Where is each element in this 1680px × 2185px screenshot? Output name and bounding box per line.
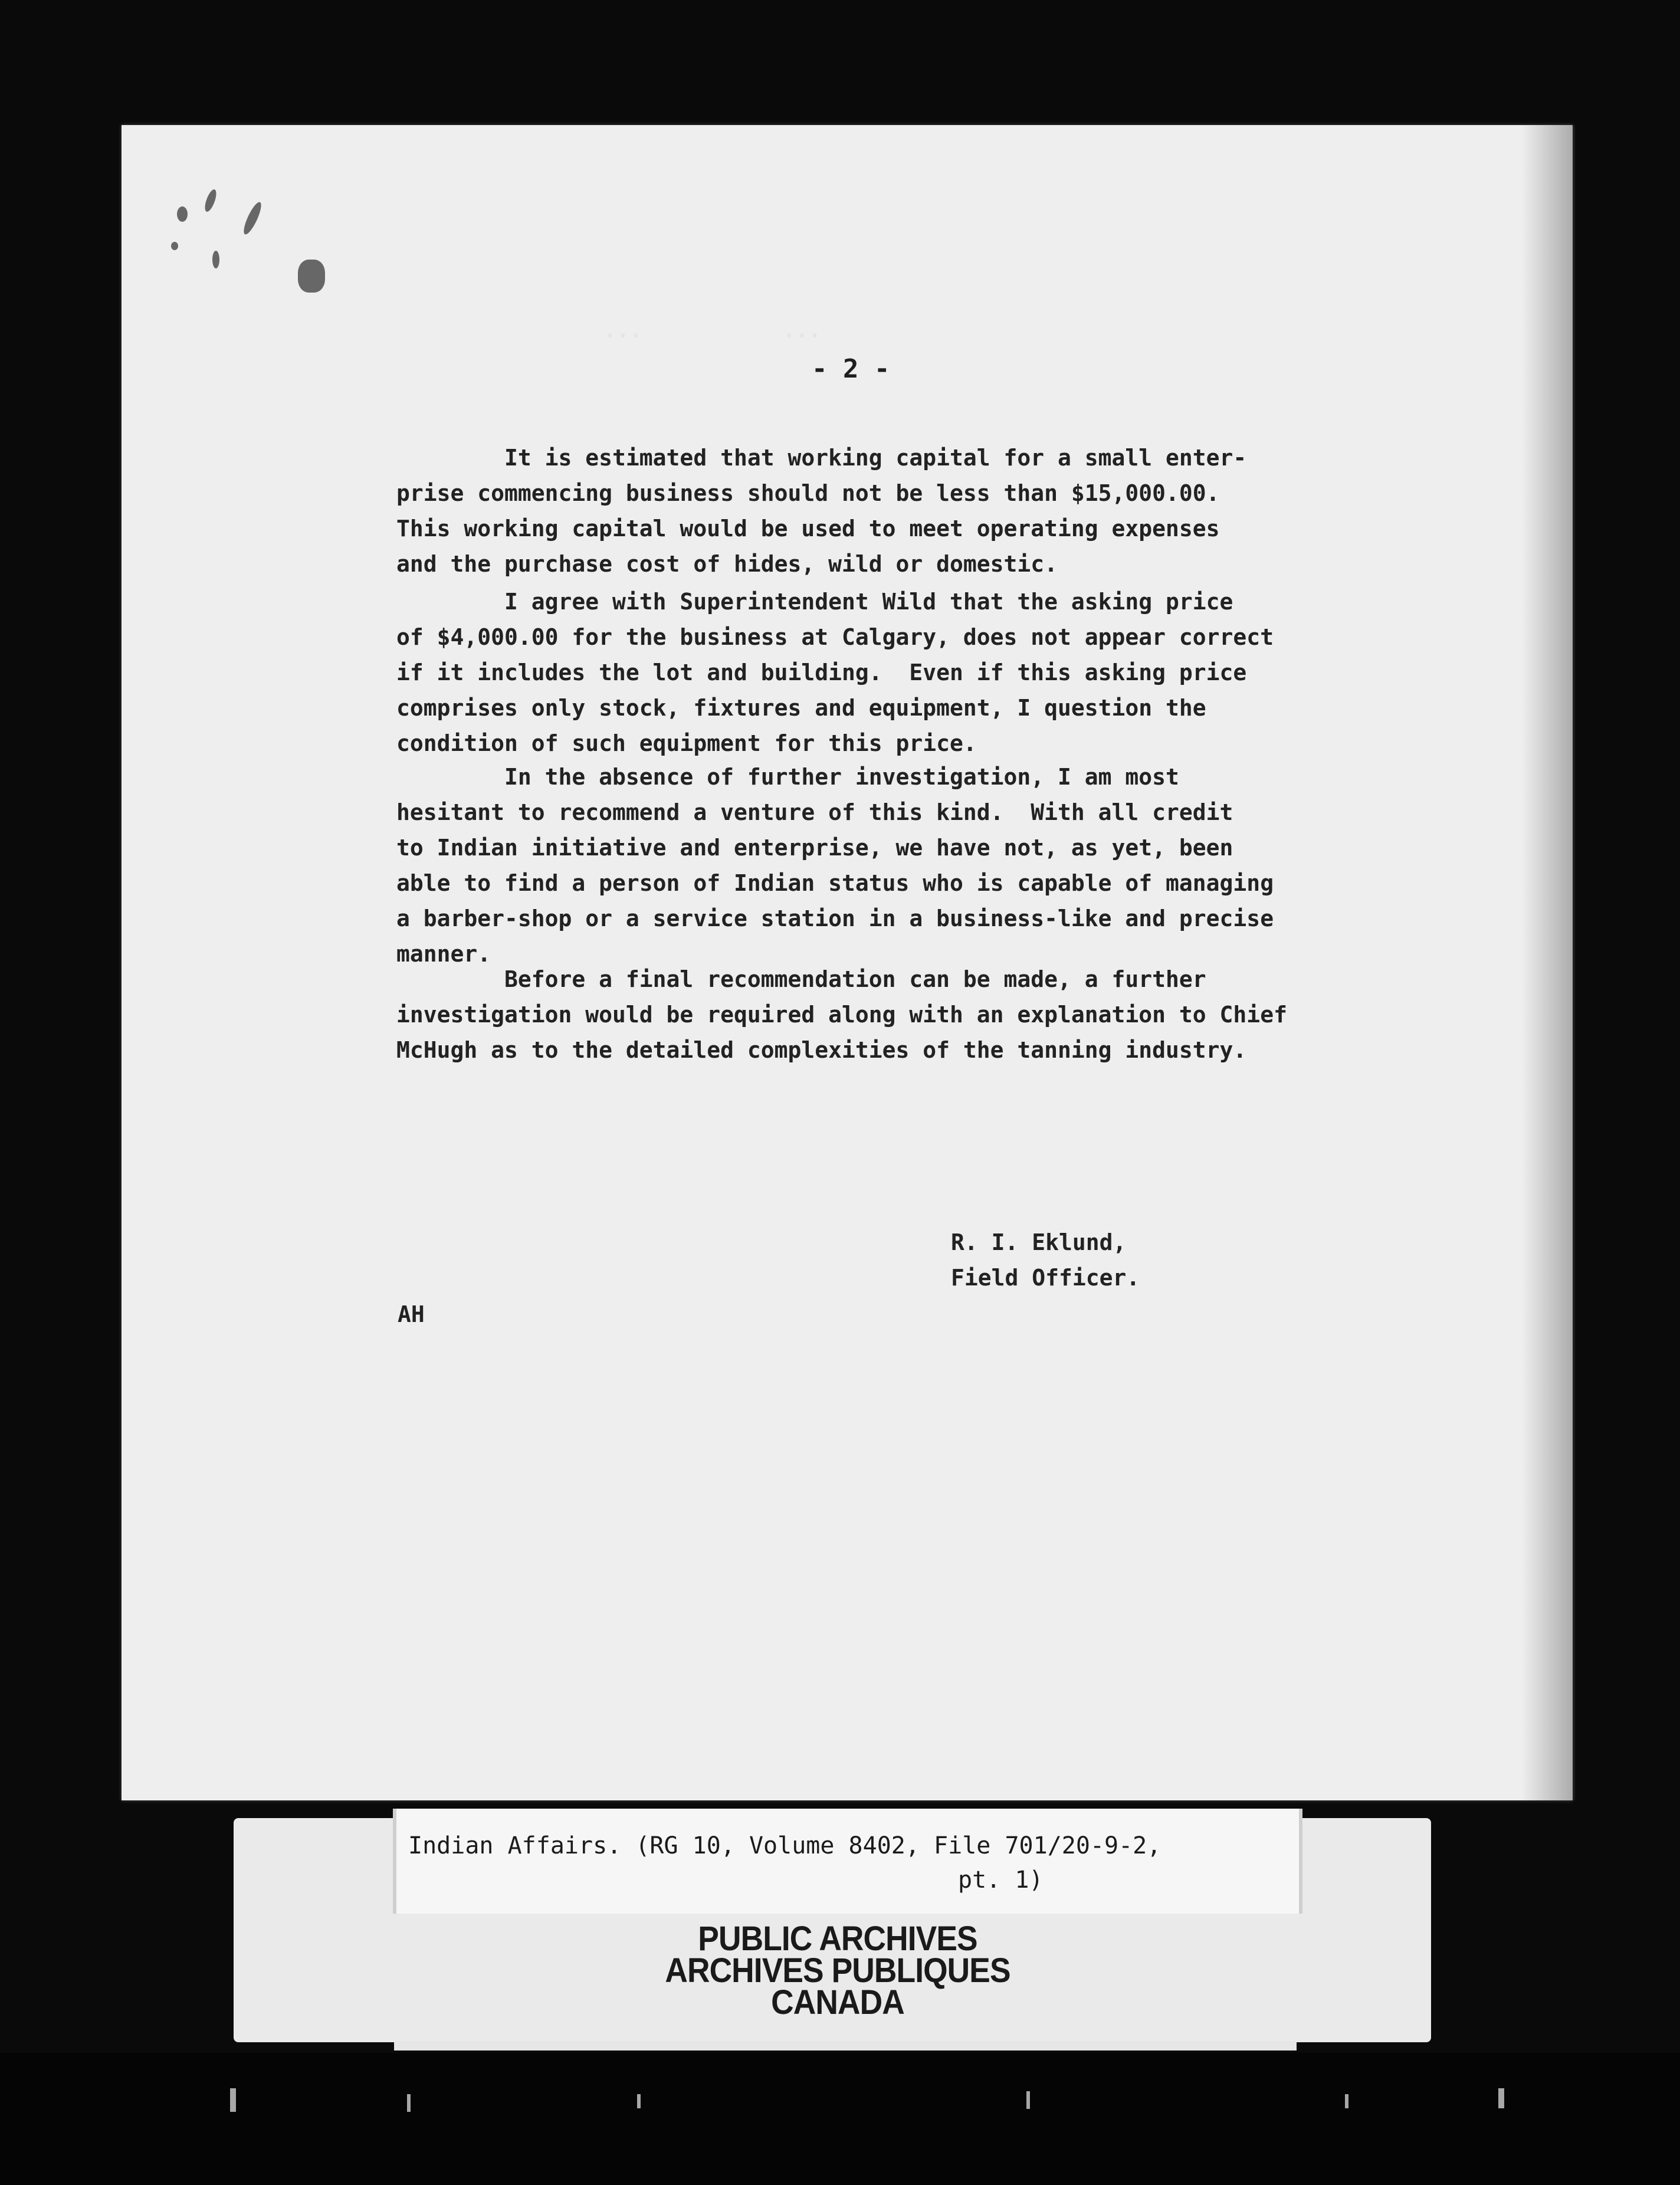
bleed-through-text: ... ... bbox=[425, 319, 821, 343]
paragraph-working-capital: It is estimated that working capital for a small enter- prise commencing business should not be less than $15,000.00. This working capital would be used to meet operating expenses and the purchase cost of hides, wild or domestic. bbox=[396, 445, 1247, 577]
citation-line-1: Indian Affairs. (RG 10, Volume 8402, File 701/20-9-2, bbox=[408, 1832, 1161, 1859]
signature-block bbox=[951, 1225, 1140, 1295]
ink-smudge bbox=[177, 206, 188, 222]
ink-smudge bbox=[298, 260, 325, 293]
citation-box bbox=[393, 1809, 1302, 1914]
paragraph-further-investigation: Before a final recommendation can be made, a further investigation would be required along with an explanation to Chief McHugh as to the detailed complexities of the tanning industry. bbox=[396, 966, 1287, 1063]
bleed-through-text bbox=[401, 1109, 874, 1133]
paragraph-asking-price: I agree with Superintendent Wild that the asking price of $4,000.00 for the business at Calgary, does not appear correct if it includes the lot and building. Even if this asking price comprises only stock, fixtures and equipment, I question the condition of such equipment for this price. bbox=[396, 589, 1274, 756]
label-bottom-bar bbox=[394, 2041, 1297, 2051]
film-bottom-strip bbox=[0, 2053, 1680, 2185]
typist-initials: AH bbox=[398, 1301, 425, 1327]
film-perforation-mark bbox=[1345, 2094, 1348, 2108]
ink-smudge bbox=[212, 251, 219, 268]
page-number: - 2 - bbox=[812, 354, 890, 384]
film-perforation-mark bbox=[1498, 2088, 1504, 2108]
film-perforation-mark bbox=[230, 2088, 236, 2112]
citation-line-2: pt. 1) bbox=[958, 1866, 1044, 1894]
film-perforation-mark bbox=[407, 2094, 411, 2112]
signature-title: Field Officer. bbox=[951, 1265, 1140, 1291]
film-perforation-mark bbox=[1026, 2091, 1030, 2109]
film-perforation-mark bbox=[637, 2094, 641, 2108]
public-archives-stamp bbox=[590, 1920, 1085, 2022]
ink-smudge bbox=[171, 242, 178, 250]
stamp-line-canada: CANADA bbox=[771, 1983, 904, 2022]
signature-name: R. I. Eklund, bbox=[951, 1229, 1127, 1255]
stamp-line-public-archives: PUBLIC ARCHIVES bbox=[698, 1920, 977, 1958]
stamp-line-archives-publiques: ARCHIVES PUBLIQUES bbox=[665, 1951, 1010, 1990]
page-edge-shadow bbox=[1522, 125, 1575, 1800]
paragraph-recommendation: In the absence of further investigation, I am most hesitant to recommend a venture of this kind. With all credit to Indian initiative and enterprise, we have not, as yet, been able to find a person of Indian status who is capable of managing a barber-shop or a service station in a business-like and precise manner. bbox=[396, 764, 1274, 967]
